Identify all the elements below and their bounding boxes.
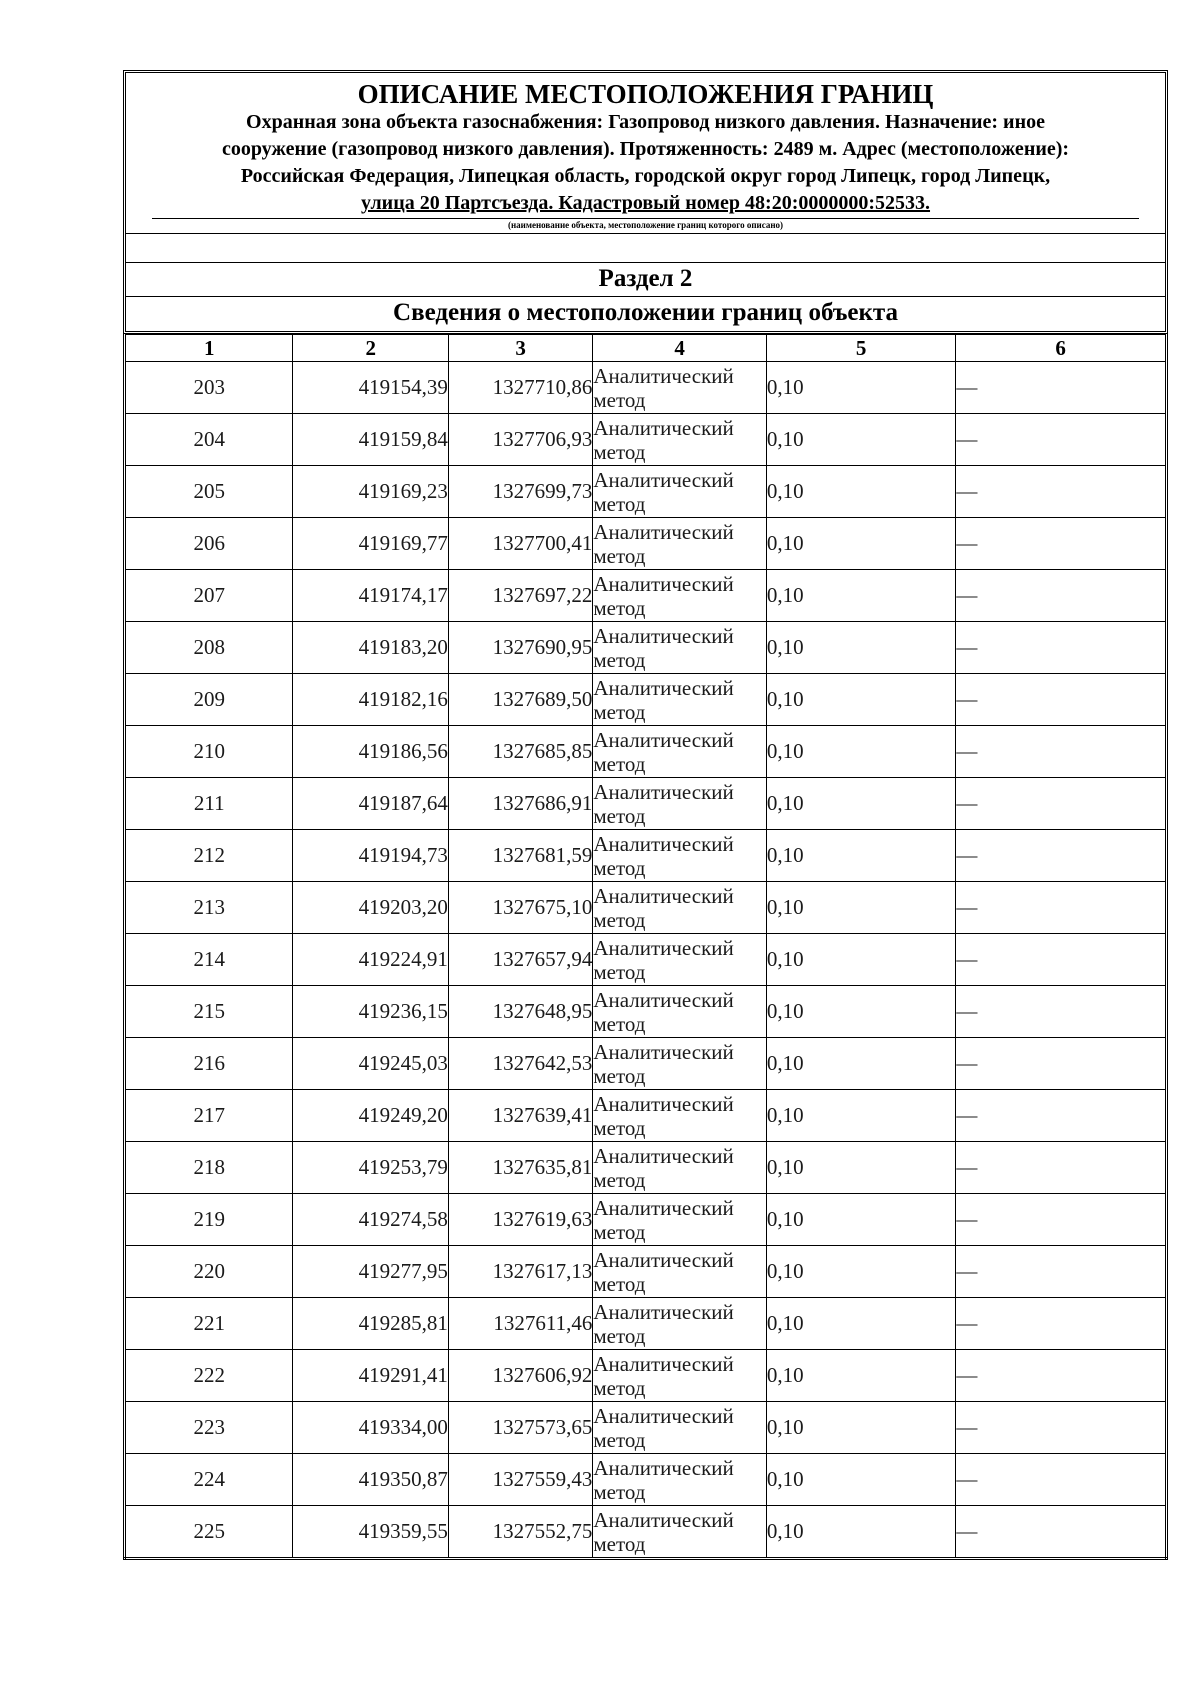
- section-number: Раздел 2: [126, 263, 1165, 297]
- method-cell: [593, 1142, 766, 1194]
- precision-cell: 0,10: [766, 518, 956, 570]
- point-number-cell: 209: [125, 674, 293, 726]
- point-number-cell: 225: [125, 1506, 293, 1559]
- description-cell: —: [956, 1142, 1167, 1194]
- table-row: [125, 1142, 1167, 1194]
- x-coordinate-cell: 419277,95: [293, 1246, 448, 1298]
- method-line: Аналитический: [593, 727, 734, 752]
- precision-cell: 0,10: [766, 1246, 956, 1298]
- spacer-row: [126, 234, 1165, 263]
- method-cell: [593, 1194, 766, 1246]
- point-number-cell: 207: [125, 570, 293, 622]
- document-title: ОПИСАНИЕ МЕСТОПОЛОЖЕНИЯ ГРАНИЦ: [357, 79, 934, 109]
- point-number-cell: 213: [125, 882, 293, 934]
- y-coordinate-cell: 1327657,94: [448, 934, 592, 986]
- method-line: метод: [593, 1479, 646, 1504]
- method-line: Аналитический: [593, 1299, 734, 1324]
- method-cell: [593, 830, 766, 882]
- method-line: метод: [593, 387, 646, 412]
- precision-cell: 0,10: [766, 934, 956, 986]
- table-row: [125, 882, 1167, 934]
- method-line: метод: [593, 1219, 646, 1244]
- method-line: метод: [593, 1531, 646, 1556]
- method-line: метод: [593, 959, 646, 984]
- method-line: метод: [593, 907, 646, 932]
- method-cell: [593, 1506, 766, 1559]
- method-cell: [593, 882, 766, 934]
- point-number-cell: 212: [125, 830, 293, 882]
- table-row: [125, 362, 1167, 414]
- description-cell: —: [956, 986, 1167, 1038]
- point-number-cell: 211: [125, 778, 293, 830]
- table-row: [125, 674, 1167, 726]
- description-cell: —: [956, 1298, 1167, 1350]
- precision-cell: 0,10: [766, 466, 956, 518]
- x-coordinate-cell: 419253,79: [293, 1142, 448, 1194]
- method-cell: [593, 778, 766, 830]
- x-coordinate-cell: 419291,41: [293, 1350, 448, 1402]
- x-coordinate-cell: 419174,17: [293, 570, 448, 622]
- y-coordinate-cell: 1327686,91: [448, 778, 592, 830]
- column-header: 4: [593, 335, 766, 362]
- object-description-line: Российская Федерация, Липецкая область, городской округ город Липецк, город Липецк,: [240, 165, 1051, 187]
- y-coordinate-cell: 1327635,81: [448, 1142, 592, 1194]
- object-description-line: сооружение (газопровод низкого давления). Протяженность: 2489 м. Адрес (местоположение):: [221, 138, 1070, 160]
- x-coordinate-cell: 419236,15: [293, 986, 448, 1038]
- table-row: [125, 622, 1167, 674]
- method-line: Аналитический: [593, 675, 734, 700]
- y-coordinate-cell: 1327690,95: [448, 622, 592, 674]
- description-cell: —: [956, 830, 1167, 882]
- y-coordinate-cell: 1327606,92: [448, 1350, 592, 1402]
- table-row: [125, 986, 1167, 1038]
- method-line: метод: [593, 1115, 646, 1140]
- description-cell: —: [956, 934, 1167, 986]
- precision-cell: 0,10: [766, 1298, 956, 1350]
- precision-cell: 0,10: [766, 830, 956, 882]
- precision-cell: 0,10: [766, 882, 956, 934]
- table-row: [125, 830, 1167, 882]
- table-row: [125, 1350, 1167, 1402]
- method-cell: [593, 518, 766, 570]
- table-row: [125, 1246, 1167, 1298]
- y-coordinate-cell: 1327639,41: [448, 1090, 592, 1142]
- method-cell: [593, 1246, 766, 1298]
- column-header: 5: [766, 335, 956, 362]
- table-row: [125, 1506, 1167, 1559]
- x-coordinate-cell: 419169,77: [293, 518, 448, 570]
- x-coordinate-cell: 419187,64: [293, 778, 448, 830]
- y-coordinate-cell: 1327689,50: [448, 674, 592, 726]
- method-line: Аналитический: [593, 415, 734, 440]
- description-cell: —: [956, 778, 1167, 830]
- y-coordinate-cell: 1327611,46: [448, 1298, 592, 1350]
- point-number-cell: 216: [125, 1038, 293, 1090]
- description-cell: —: [956, 466, 1167, 518]
- x-coordinate-cell: 419334,00: [293, 1402, 448, 1454]
- description-cell: —: [956, 622, 1167, 674]
- precision-cell: 0,10: [766, 1454, 956, 1506]
- y-coordinate-cell: 1327685,85: [448, 726, 592, 778]
- object-description-line: улица 20 Партсъезда. Кадастровый номер 48:20:0000000:52533.: [360, 192, 931, 214]
- point-number-cell: 219: [125, 1194, 293, 1246]
- method-line: метод: [593, 647, 646, 672]
- method-line: Аналитический: [593, 935, 734, 960]
- x-coordinate-cell: 419274,58: [293, 1194, 448, 1246]
- y-coordinate-cell: 1327697,22: [448, 570, 592, 622]
- method-line: метод: [593, 1375, 646, 1400]
- description-cell: —: [956, 882, 1167, 934]
- header-block: [126, 73, 1165, 234]
- method-line: Аналитический: [593, 1455, 734, 1480]
- method-line: Аналитический: [593, 1039, 734, 1064]
- table-row: [125, 1454, 1167, 1506]
- precision-cell: 0,10: [766, 986, 956, 1038]
- y-coordinate-cell: 1327699,73: [448, 466, 592, 518]
- description-cell: —: [956, 362, 1167, 414]
- method-cell: [593, 1350, 766, 1402]
- method-line: Аналитический: [593, 1351, 734, 1376]
- method-line: Аналитический: [593, 1143, 734, 1168]
- method-line: метод: [593, 1167, 646, 1192]
- column-header: 1: [125, 335, 293, 362]
- description-cell: —: [956, 414, 1167, 466]
- table-row: [125, 1402, 1167, 1454]
- x-coordinate-cell: 419359,55: [293, 1506, 448, 1559]
- point-number-cell: 224: [125, 1454, 293, 1506]
- method-line: Аналитический: [593, 883, 734, 908]
- method-cell: [593, 726, 766, 778]
- point-number-cell: 218: [125, 1142, 293, 1194]
- description-cell: —: [956, 1246, 1167, 1298]
- document-page: [123, 70, 1168, 1560]
- method-line: метод: [593, 803, 646, 828]
- table-row: [125, 778, 1167, 830]
- y-coordinate-cell: 1327675,10: [448, 882, 592, 934]
- y-coordinate-cell: 1327681,59: [448, 830, 592, 882]
- x-coordinate-cell: 419245,03: [293, 1038, 448, 1090]
- x-coordinate-cell: 419186,56: [293, 726, 448, 778]
- precision-cell: 0,10: [766, 1090, 956, 1142]
- method-line: метод: [593, 751, 646, 776]
- table-row: [125, 570, 1167, 622]
- method-cell: [593, 1090, 766, 1142]
- x-coordinate-cell: 419159,84: [293, 414, 448, 466]
- point-number-cell: 223: [125, 1402, 293, 1454]
- method-line: метод: [593, 595, 646, 620]
- method-line: метод: [593, 1271, 646, 1296]
- table-row: [125, 726, 1167, 778]
- table-row: [125, 1090, 1167, 1142]
- method-cell: [593, 622, 766, 674]
- point-number-cell: 208: [125, 622, 293, 674]
- point-number-cell: 204: [125, 414, 293, 466]
- method-line: метод: [593, 1427, 646, 1452]
- method-cell: [593, 934, 766, 986]
- table-row: [125, 1194, 1167, 1246]
- method-line: метод: [593, 699, 646, 724]
- method-line: Аналитический: [593, 831, 734, 856]
- y-coordinate-cell: 1327710,86: [448, 362, 592, 414]
- precision-cell: 0,10: [766, 1350, 956, 1402]
- method-line: Аналитический: [593, 519, 734, 544]
- method-line: Аналитический: [593, 987, 734, 1012]
- method-line: метод: [593, 439, 646, 464]
- method-line: Аналитический: [593, 571, 734, 596]
- method-line: метод: [593, 1011, 646, 1036]
- precision-cell: 0,10: [766, 1194, 956, 1246]
- precision-cell: 0,10: [766, 1402, 956, 1454]
- object-description: [152, 109, 1139, 219]
- x-coordinate-cell: 419169,23: [293, 466, 448, 518]
- object-description-line: Охранная зона объекта газоснабжения: Газопровод низкого давления. Назначение: иное: [246, 111, 1045, 133]
- precision-cell: 0,10: [766, 570, 956, 622]
- method-line: метод: [593, 855, 646, 880]
- method-line: метод: [593, 1323, 646, 1348]
- method-cell: [593, 1402, 766, 1454]
- description-cell: —: [956, 674, 1167, 726]
- y-coordinate-cell: 1327573,65: [448, 1402, 592, 1454]
- x-coordinate-cell: 419203,20: [293, 882, 448, 934]
- table-row: [125, 466, 1167, 518]
- x-coordinate-cell: 419183,20: [293, 622, 448, 674]
- x-coordinate-cell: 419285,81: [293, 1298, 448, 1350]
- method-cell: [593, 986, 766, 1038]
- method-line: Аналитический: [593, 1091, 734, 1116]
- precision-cell: 0,10: [766, 362, 956, 414]
- x-coordinate-cell: 419182,16: [293, 674, 448, 726]
- x-coordinate-cell: 419249,20: [293, 1090, 448, 1142]
- method-cell: [593, 1454, 766, 1506]
- method-line: Аналитический: [593, 363, 734, 388]
- precision-cell: 0,10: [766, 1506, 956, 1559]
- precision-cell: 0,10: [766, 1142, 956, 1194]
- method-cell: [593, 1038, 766, 1090]
- method-cell: [593, 466, 766, 518]
- table-row: [125, 518, 1167, 570]
- method-cell: [593, 414, 766, 466]
- point-number-cell: 206: [125, 518, 293, 570]
- table-body: [125, 362, 1167, 1559]
- table-row: [125, 934, 1167, 986]
- y-coordinate-cell: 1327648,95: [448, 986, 592, 1038]
- description-cell: —: [956, 1506, 1167, 1559]
- section-title: Сведения о местоположении границ объекта: [393, 299, 898, 326]
- coordinates-table: [123, 334, 1168, 1560]
- point-number-cell: 220: [125, 1246, 293, 1298]
- description-cell: —: [956, 518, 1167, 570]
- description-cell: —: [956, 1350, 1167, 1402]
- method-line: Аналитический: [593, 1195, 734, 1220]
- x-coordinate-cell: 419154,39: [293, 362, 448, 414]
- table-row: [125, 1298, 1167, 1350]
- point-number-cell: 205: [125, 466, 293, 518]
- point-number-cell: 203: [125, 362, 293, 414]
- column-header: 3: [448, 335, 592, 362]
- precision-cell: 0,10: [766, 778, 956, 830]
- method-line: Аналитический: [593, 1507, 734, 1532]
- y-coordinate-cell: 1327552,75: [448, 1506, 592, 1559]
- method-line: Аналитический: [593, 1403, 734, 1428]
- method-line: Аналитический: [593, 467, 734, 492]
- x-coordinate-cell: 419224,91: [293, 934, 448, 986]
- table-row: [125, 414, 1167, 466]
- y-coordinate-cell: 1327619,63: [448, 1194, 592, 1246]
- description-cell: —: [956, 570, 1167, 622]
- method-line: Аналитический: [593, 779, 734, 804]
- point-number-cell: 221: [125, 1298, 293, 1350]
- method-line: Аналитический: [593, 623, 734, 648]
- column-header: 6: [956, 335, 1167, 362]
- y-coordinate-cell: 1327706,93: [448, 414, 592, 466]
- point-number-cell: 214: [125, 934, 293, 986]
- precision-cell: 0,10: [766, 414, 956, 466]
- point-number-cell: 210: [125, 726, 293, 778]
- method-cell: [593, 362, 766, 414]
- x-coordinate-cell: 419350,87: [293, 1454, 448, 1506]
- header-frame: [123, 70, 1168, 334]
- table-header-row: [125, 335, 1167, 362]
- x-coordinate-cell: 419194,73: [293, 830, 448, 882]
- precision-cell: 0,10: [766, 674, 956, 726]
- precision-cell: 0,10: [766, 622, 956, 674]
- method-line: метод: [593, 1063, 646, 1088]
- description-cell: —: [956, 1090, 1167, 1142]
- method-cell: [593, 1298, 766, 1350]
- y-coordinate-cell: 1327642,53: [448, 1038, 592, 1090]
- method-line: метод: [593, 543, 646, 568]
- description-cell: —: [956, 1454, 1167, 1506]
- table-row: [125, 1038, 1167, 1090]
- column-header: 2: [293, 335, 448, 362]
- y-coordinate-cell: 1327559,43: [448, 1454, 592, 1506]
- description-cell: —: [956, 1194, 1167, 1246]
- method-cell: [593, 674, 766, 726]
- point-number-cell: 217: [125, 1090, 293, 1142]
- precision-cell: 0,10: [766, 1038, 956, 1090]
- method-line: Аналитический: [593, 1247, 734, 1272]
- method-line: метод: [593, 491, 646, 516]
- precision-cell: 0,10: [766, 726, 956, 778]
- y-coordinate-cell: 1327700,41: [448, 518, 592, 570]
- point-number-cell: 222: [125, 1350, 293, 1402]
- point-number-cell: 215: [125, 986, 293, 1038]
- method-cell: [593, 570, 766, 622]
- description-cell: —: [956, 1038, 1167, 1090]
- object-description-caption: (наименование объекта, местоположение границ которого описано): [507, 220, 784, 230]
- description-cell: —: [956, 1402, 1167, 1454]
- description-cell: —: [956, 726, 1167, 778]
- y-coordinate-cell: 1327617,13: [448, 1246, 592, 1298]
